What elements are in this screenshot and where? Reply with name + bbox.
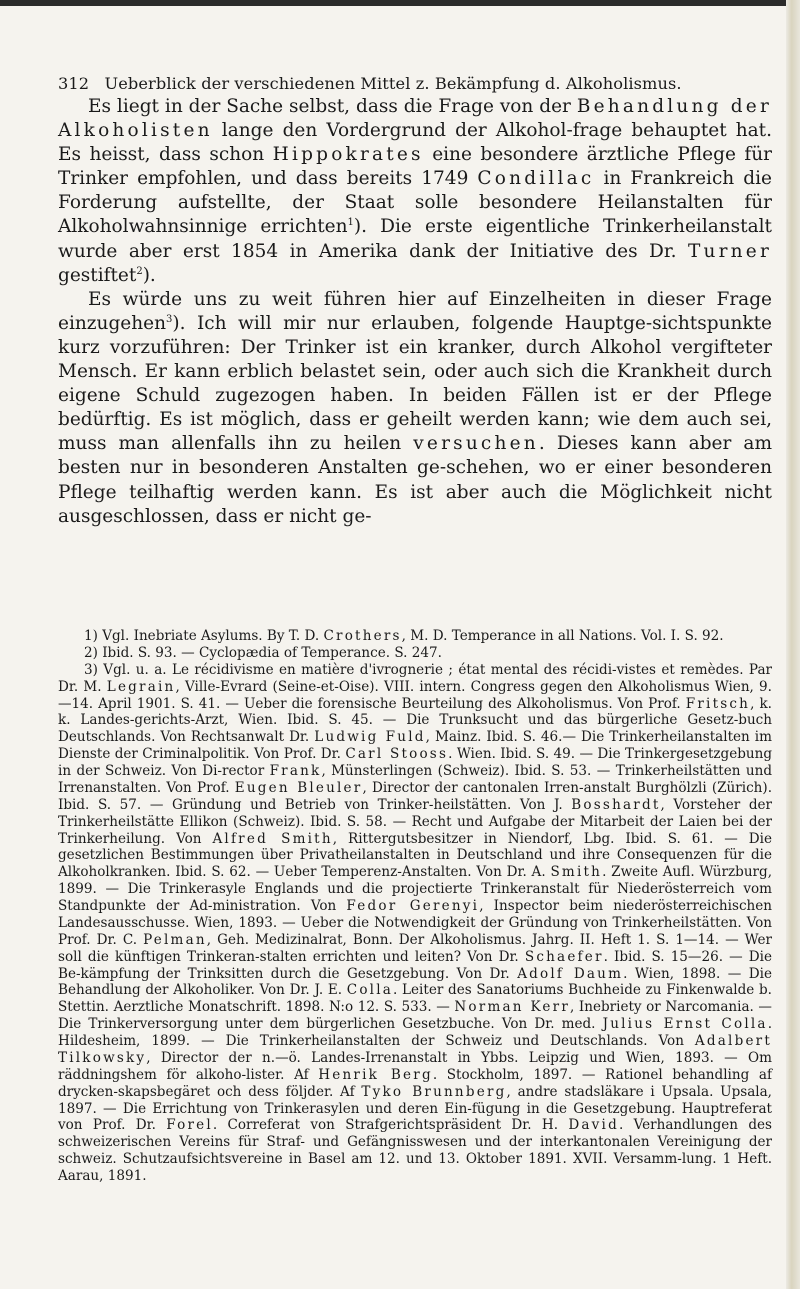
text-run: . Dieses kann aber am besten nur in besonderen Anstalten ge-schehen, wo er einer besonderen Pflege teilhaftig werden kann. Es ist aber auch die Möglichkeit nicht ausgeschlossen, dass er nicht ge- bbox=[58, 433, 772, 527]
emphasis-spaced: Tyko Brunnberg bbox=[361, 1083, 507, 1100]
emphasis-spaced: Crothers bbox=[323, 628, 402, 644]
text-run: , Rittergutsbesitzer in Niendorf, Lbg. Ibid. S. 61. — Die gesetzlichen Bestimmungen über Privatheilanstalten in Deutschland und ihre Consequenzen für die Alkoholkranken. Ibid. S. 62. — Ueber Temperenz-Anstalten. Von Dr. A. bbox=[58, 830, 772, 881]
running-title: Ueberblick der verschiedenen Mittel z. Bekämpfung d. Alkoholismus. bbox=[104, 74, 682, 93]
text-run: , Ville-Evrard (Seine-et-Oise). VIII. intern. Congress gegen den Alkoholismus Wien, 9.—14. April 1901. S. 41. — Ueber die forensische Beurteilung des Alkoholismus. Von Prof. bbox=[58, 678, 772, 712]
text-run: ). bbox=[142, 264, 156, 286]
text-run: . Hildesheim, 1899. — Die Trinkerheilanstalten der Schweiz und Deutschlands. Von bbox=[58, 1016, 772, 1049]
emphasis-spaced: Julius Ernst Colla bbox=[602, 1016, 768, 1033]
page-number: 312 bbox=[58, 74, 90, 93]
text-run: in Frankreich die Forderung aufstellte, der Staat solle besondere Heilanstalten für Alkoholwahnsinnige errichten bbox=[58, 168, 773, 238]
emphasis-spaced: Forel bbox=[166, 1117, 213, 1134]
text-run: , Director der cantonalen Irren-anstalt Burghölzli (Zürich). Ibid. S. 57. — Gründung und Betrieb von Trinker-heilstätten. Von J. bbox=[58, 779, 772, 813]
emphasis-spaced: versuchen bbox=[413, 433, 539, 455]
text-run: , k. k. Landes-gerichts-Arzt, Wien. Ibid. S. 45. — Die Trunksucht und das bürgerliche Gesetz-buch Deutschlands. Von Rechtsanwalt Dr. bbox=[58, 695, 772, 746]
emphasis-spaced: Adalbert Tilkowsky bbox=[58, 1033, 772, 1066]
footnote-ref-3: 3 bbox=[166, 313, 173, 325]
text-run: Es liegt in der Sache selbst, dass die Frage von der bbox=[88, 96, 577, 117]
running-header bbox=[58, 74, 748, 93]
emphasis-spaced: Ludwig Fuld bbox=[314, 729, 426, 746]
text-run: 1) Vgl. Inebriate Asylums. By T. D. bbox=[84, 628, 324, 644]
emphasis-spaced: Henrik Berg bbox=[318, 1066, 433, 1083]
emphasis-spaced: Pelman bbox=[143, 931, 207, 948]
text-run: , M. D. Temperance in all Nations. Vol. I. S. 92. bbox=[401, 628, 724, 644]
footnotes bbox=[58, 628, 772, 1185]
emphasis-spaced: Smith bbox=[550, 864, 603, 881]
text-run: ). Ich will mir nur erlauben, folgende Hauptge-sichtspunkte kurz vorzuführen: Der Trinker ist ein kranker, durch Alkohol vergifteter Mensch. Er kann erblich belastet sein, oder auch sich die Krankheit durch eigene Schuld zugezogen haben. In beiden Fällen ist er der Pflege bedürftig. Es ist möglich, dass er geheilt werden kann; wie dem auch sei, muss man allenfalls ihn zu heilen bbox=[58, 312, 772, 455]
text-run: , Director der n.—ö. Landes-Irrenanstalt in Ybbs. Leipzig und Wien, 1893. — Om räddningshem för alkoho-lister. Af bbox=[58, 1049, 772, 1083]
text-run: , Inebriety or Narcomania. — Die Trinkerversorgung unter dem bürgerlichen Gesetzbuche. Von Dr. med. bbox=[58, 999, 772, 1033]
emphasis-spaced: David bbox=[568, 1117, 619, 1134]
emphasis-spaced: Colla bbox=[346, 982, 394, 999]
text-run: , andre stadsläkare i Upsala. Upsala, 1897. — Die Errichtung von Trinkerasylen und deren Ein-fügung in die Gesetzgebung. Hauptreferat von Prof. Dr. bbox=[58, 1083, 772, 1134]
emphasis-spaced: Norman Kerr bbox=[454, 999, 570, 1016]
text-run: . Correferat von Strafgerichtspräsident Dr. H. bbox=[212, 1117, 569, 1134]
text-run: , Inspector beim niederösterreichischen Landesausschusse. Wien, 1893. — Ueber die Notwendigkeit der Gründung von Trinkerheilstätten. Von Prof. Dr. C. bbox=[58, 898, 773, 948]
text-run: lange den Vordergrund der Alkohol-frage behauptet hat. Es heisst, dass schon bbox=[58, 120, 772, 166]
emphasis-spaced: Hippokrates bbox=[272, 144, 424, 166]
footnote-ref-2: 2 bbox=[136, 265, 143, 277]
text-run: 3) Vgl. u. a. Le récidivisme en matière d'ivrognerie ; état mental des récidi-vistes et remèdes. Par Dr. M. bbox=[58, 661, 772, 695]
emphasis-spaced: Condillac bbox=[477, 168, 595, 190]
emphasis-spaced: Eugen Bleuler bbox=[234, 779, 363, 796]
paragraph-2 bbox=[58, 288, 772, 529]
text-run: . Ibid. S. 15—26. — Die Be-kämpfung der Trinksitten durch die Gesetzgebung. Von Dr. bbox=[58, 948, 772, 982]
text-run: . Zweite Aufl. Würzburg, 1899. — Die Trinkerasyle Englands und die projectierte Trinkeranstalt für Niederösterreich vom Standpunkte der Ad-ministration. Von bbox=[58, 864, 772, 914]
paragraph-1 bbox=[58, 95, 772, 288]
footnote-1 bbox=[58, 628, 772, 645]
emphasis-spaced: Turner bbox=[687, 240, 772, 262]
text-run: , Vorsteher der Trinkerheilstätte Ellikon (Schweiz). Ibid. S. 58. — Recht und Aufgabe der Mitarbeit der Laien bei der Trinkerheilung. Von bbox=[58, 796, 772, 847]
scan-top-border bbox=[0, 0, 800, 6]
emphasis-spaced: Frank bbox=[269, 763, 322, 779]
emphasis-spaced: Behandlung der Alkoholisten bbox=[58, 96, 773, 142]
emphasis-spaced: Bosshardt bbox=[571, 796, 661, 813]
text-run: . Leiter des Sanatoriums Buchheide zu Finkenwalde b. Stettin. Aerztliche Monatschrift. 1898. N:o 12. S. 533. — bbox=[58, 982, 772, 1016]
footnote-ref-1: 1 bbox=[347, 217, 354, 229]
text-run: , Geh. Medizinalrat, Bonn. Der Alkoholismus. Jahrg. II. Heft 1. S. 1—14. — Wer soll die künftigen Trinkeran-stalten errichten und leiten? Von Dr. bbox=[58, 931, 772, 965]
text-run: ). Die erste eigentliche Trinkerheilanstalt wurde aber erst 1854 in Amerika dank der Initiative des Dr. bbox=[58, 216, 772, 262]
main-text bbox=[58, 95, 772, 529]
footnote-3 bbox=[58, 662, 772, 1185]
emphasis-spaced: Alfred Smith bbox=[212, 830, 333, 847]
emphasis-spaced: Fritsch bbox=[685, 695, 751, 712]
emphasis-spaced: Fedor Gerenyi bbox=[346, 898, 480, 914]
emphasis-spaced: Schaefer bbox=[524, 948, 604, 965]
text-run: eine besondere ärztliche Pflege für Trinker empfohlen, und dass bereits 1749 bbox=[58, 144, 772, 190]
text-run: , Mainz. Ibid. S. 46.— Die Trinkerheilanstalten im Dienste der Criminalpolitik. Von Prof. Dr. bbox=[58, 729, 772, 763]
text-run: . Verhandlungen des schweizerischen Vereins für Straf- und Gefängnisswesen und der interkantonalen Vereinigung der schweiz. Schutzaufsichtsvereine in Basel am 12. und 13. Oktober 1891. XVII. Versamm-lung. 1 Heft. Aarau, 1891. bbox=[58, 1117, 772, 1184]
text-run: gestiftet bbox=[58, 264, 137, 286]
emphasis-spaced: Carl Stooss bbox=[345, 746, 449, 763]
emphasis-spaced: Legrain bbox=[106, 678, 176, 695]
text-run: . Wien. Ibid. S. 49. — Die Trinkergesetzgebung in der Schweiz. Von Di-rector bbox=[58, 746, 773, 779]
text-run: . Stockholm, 1897. — Rationel behandling af drycken-skapsbegäret och dess följder. Af bbox=[58, 1066, 772, 1100]
text-run: Es würde uns zu weit führen hier auf Einzelheiten in dieser Frage einzugehen bbox=[58, 288, 772, 334]
emphasis-spaced: Adolf Daum bbox=[517, 965, 624, 982]
scan-page-edge bbox=[786, 0, 800, 1289]
text-run: , Münsterlingen (Schweiz). Ibid. S. 53. — Trinkerheilstätten und Irrenanstalten. Von Prof. bbox=[58, 763, 772, 796]
text-run: . Wien, 1898. — Die Behandlung der Alkoholiker. Von Dr. J. E. bbox=[58, 965, 772, 999]
footnote-2: 2) Ibid. S. 93. — Cyclopædia of Temperance. S. 247. bbox=[84, 644, 442, 661]
